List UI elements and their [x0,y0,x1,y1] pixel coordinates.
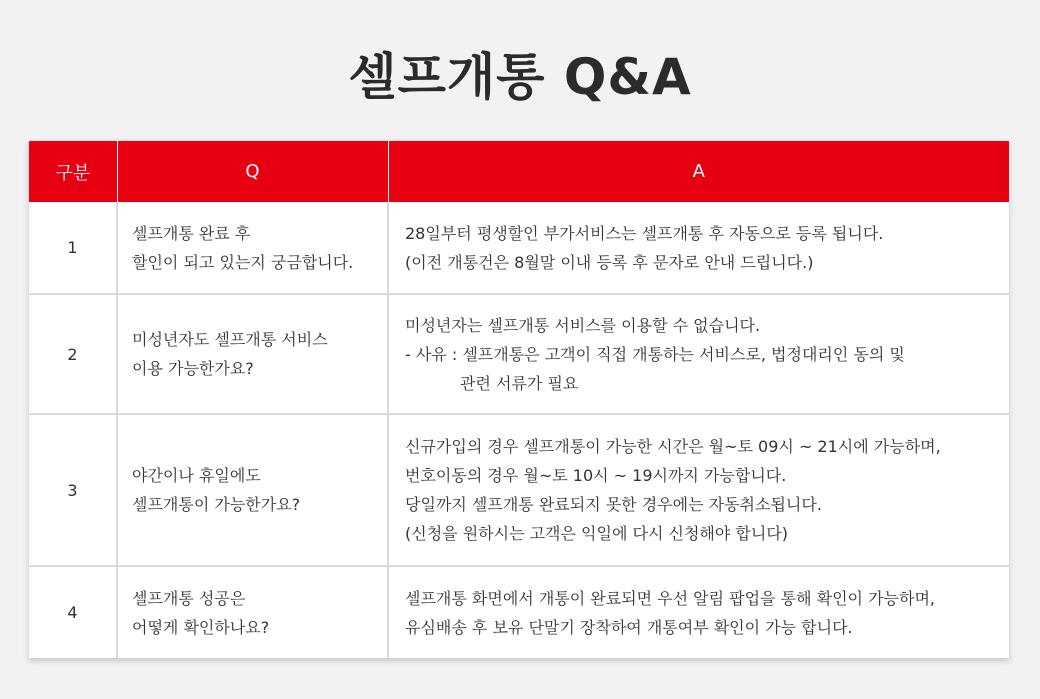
table-row [29,294,1009,414]
header-answer: A [388,141,1009,202]
qa-table [29,141,1009,658]
answer-line: 신규가입의 경우 셀프개통이 가능한 시간은 월~토 09시 ~ 21시에 가능하며, [405,437,941,456]
question-line: 야간이나 휴일에도 [132,466,261,485]
question-cell [117,202,388,294]
question-cell [117,414,388,566]
question-line: 어떻게 확인하나요? [132,617,270,637]
table-row [29,566,1009,658]
row-number: 3 [29,414,117,566]
answer-line: 28일부터 평생할인 부가서비스는 셀프개통 후 자동으로 등록 됩니다. [405,223,884,243]
answer-line: (이전 개통건은 8월말 이내 등록 후 문자로 안내 드립니다.) [405,252,814,272]
page-title: 셀프개통 Q&A [348,48,692,106]
table-row [29,202,1009,294]
question-line: 셀프개통 성공은 [132,588,246,608]
header-number: 구분 [29,141,117,202]
answer-line: 셀프개통 화면에서 개통이 완료되면 우선 알림 팝업을 통해 확인이 가능하며, [405,588,935,608]
question-cell [117,566,388,658]
question-line: 할인이 되고 있는지 궁금합니다. [132,252,354,272]
answer-line: (신청을 원하시는 고객은 익일에 다시 신청해야 합니다) [405,524,789,543]
answer-line-indented: 관련 서류가 필요 [460,373,579,393]
table-header-row [29,141,1009,202]
row-number: 4 [29,566,117,658]
answer-line: 당일까지 셀프개통 완료되지 못한 경우에는 자동취소됩니다. [405,495,822,514]
answer-cell [388,566,1009,658]
question-line: 이용 가능한가요? [132,359,254,378]
row-number: 2 [29,294,117,414]
answer-cell [388,294,1009,414]
row-number: 1 [67,238,78,257]
question-line: 셀프개통 완료 후 [132,223,251,243]
answer-cell [388,414,1009,566]
table-row [29,414,1009,566]
answer-line: 유심배송 후 보유 단말기 장착하여 개통여부 확인이 가능 합니다. [405,617,853,637]
answer-line: - 사유 : 셀프개통은 고객이 직접 개통하는 서비스로, 법정대리인 동의 및 [405,344,905,364]
question-line: 미성년자도 셀프개통 서비스 [132,330,328,349]
answer-line: 미성년자는 셀프개통 서비스를 이용할 수 없습니다. [405,315,761,335]
header-question: Q [117,141,388,202]
question-line: 셀프개통이 가능한가요? [132,495,301,514]
answer-line: 번호이동의 경우 월~토 10시 ~ 19시까지 가능합니다. [405,466,787,485]
answer-cell [388,202,1009,294]
question-cell [117,294,388,414]
